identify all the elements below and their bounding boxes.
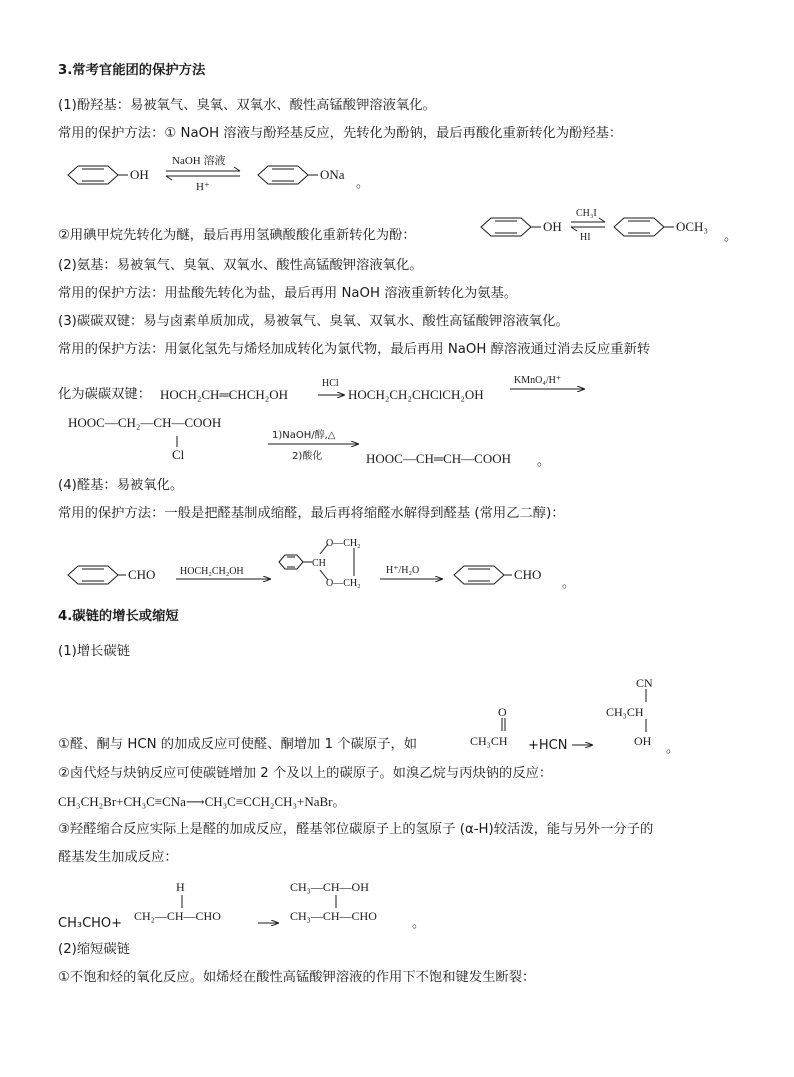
unsaturated-oxidation-text: ①不饱和烃的氧化反应。如烯烃在酸性高锰酸钾溶液的作用下不饱和键发生断裂： [58,970,536,985]
hcl-reagent-label: HCl [322,378,339,389]
h-plus-label: H⁺ [196,181,210,193]
ona-label: ONa [320,167,345,182]
aldol-text-line1: ③羟醛缩合反应实际上是醛的加成反应，醛基邻位碳原子上的氢原子 (α-H)较活泼，能与另外一分子的 [58,822,654,837]
section-4-heading: 4.碳链的增长或缩短 [58,609,179,624]
oh-label: OH [634,734,652,748]
hcn-label: +HCN [528,738,568,753]
cyanohydrin-label: CH₃CH [606,705,644,719]
end-mark: 。 [724,229,738,244]
naoh-alcohol-reagent-label: 1)NaOH/醇,△ [272,430,336,441]
benzene-ring-icon [68,566,118,584]
aldol-product-top-label: CH₃—CH—OH [290,880,369,894]
alkyne-equation: CH₃CH₂Br+CH₃C≡CNa⟶CH₃C≡CCH₂CH₃+NaBr。 [58,794,346,809]
chlorosuccinic-acid-label: HOOC—CH₂—CH—COOH [68,415,222,430]
aldehyde-paragraph: (4)醛基：易被氧化。 [58,478,184,493]
cho-label: CHO [128,567,156,582]
ch3i-reagent-label: CH₃I [576,208,597,219]
end-mark: 。 [562,576,576,591]
benzene-ring-icon [279,555,303,569]
section-3-heading: 3.常考官能团的保护方法 [58,63,206,78]
butenedioic-acid-label: HOOC—CH═CH—COOH [366,451,511,466]
phenol-oh-label: OH [543,219,562,234]
phenol-method-1: 常用的保护方法：① NaOH 溶液与酚羟基反应，先转化为酚钠，最后再酸化重新转化为酚羟基： [58,126,623,141]
acidify-label: 2)酸化 [292,451,323,462]
acetaldehyde-label: CH₃CH [470,734,508,748]
phenol-method-2: ②用碘甲烷先转化为醚，最后再用氢碘酸酸化重新转化为酚： [58,228,416,243]
alkyne-text: ②卤代烃与炔钠反应可使碳链增加 2 个及以上的碳原子。如溴乙烷与丙炔钠的反应： [58,766,553,781]
cl-substituent-label: Cl [172,447,185,462]
phenol-oh-label: OH [130,167,149,182]
aldehyde-method: 常用的保护方法：一般是把醛基制成缩醛，最后再将缩醛水解得到醛基 (常用乙二醇)： [58,506,565,521]
acetal-ch-label: CH [312,558,326,569]
hi-reagent-label: HI [580,232,591,243]
aldol-text-line2: 醛基发生加成反应： [58,850,178,865]
chloro-diol-label: HOCH₂CH₂CHClCH₂OH [348,387,484,402]
phenol-hydroxyl-paragraph: (1)酚羟基：易被氧气、臭氧、双氧水、酸性高锰酸钾溶液氧化。 [58,98,436,113]
butenediol-label: HOCH₂CH═CHCH₂OH [160,387,289,402]
aldol-product-bottom-label: CH₃—CH—CHO [290,909,377,923]
acetal-top-label: O—CH₂ [326,538,361,549]
benzene-ring-icon [258,166,308,184]
naoh-reagent-label: NaOH 溶液 [172,155,226,167]
end-mark: 。 [356,176,370,191]
amino-method: 常用的保护方法：用盐酸先转化为盐，最后再用 NaOH 溶液重新转化为氨基。 [58,286,518,301]
benzene-ring-icon [614,218,664,236]
acetal-bottom-label: O—CH₂ [326,578,361,589]
aldol-second-aldehyde-label: CH₂—CH—CHO [134,909,221,923]
aldol-lhs-label: CH₃CHO+ [58,916,123,931]
kmno4-reagent-label: KMnO₄/H⁺ [514,375,562,386]
cn-label: CN [636,676,653,690]
shorten-chain-subheading: (2)缩短碳链 [58,942,131,957]
amino-paragraph: (2)氨基：易被氧气、臭氧、双氧水、酸性高锰酸钾溶液氧化。 [58,258,423,273]
hcn-addition-text: ①醛、酮与 HCN 的加成反应可使醛、酮增加 1 个碳原子，如 [58,737,418,752]
ethylene-glycol-reagent-label: HOCH₂CH₂OH [180,566,244,577]
end-mark: 。 [537,454,551,469]
carbonyl-o-label: O [498,705,507,719]
double-bond-method-line2: 化为碳碳双键： [58,387,152,402]
double-bond-method-line1: 常用的保护方法：用氯化氢先与烯烃加成转化为氯代物，最后再用 NaOH 醇溶液通过消去反应重新转 [58,342,651,357]
alpha-h-label: H [176,880,185,894]
end-mark: 。 [666,741,680,756]
benzene-ring-icon [454,566,504,584]
end-mark: 。 [412,916,426,931]
och3-label: OCH₃ [676,219,708,234]
benzene-ring-icon [481,218,531,236]
cho-label: CHO [514,567,542,582]
h-plus-water-reagent-label: H⁺/H₂O [386,565,420,576]
double-bond-paragraph: (3)碳碳双键：易与卤素单质加成，易被氧气、臭氧、双氧水、酸性高锰酸钾溶液氧化。 [58,314,569,329]
benzene-ring-icon [68,166,118,184]
lengthen-chain-subheading: (1)增长碳链 [58,644,131,659]
